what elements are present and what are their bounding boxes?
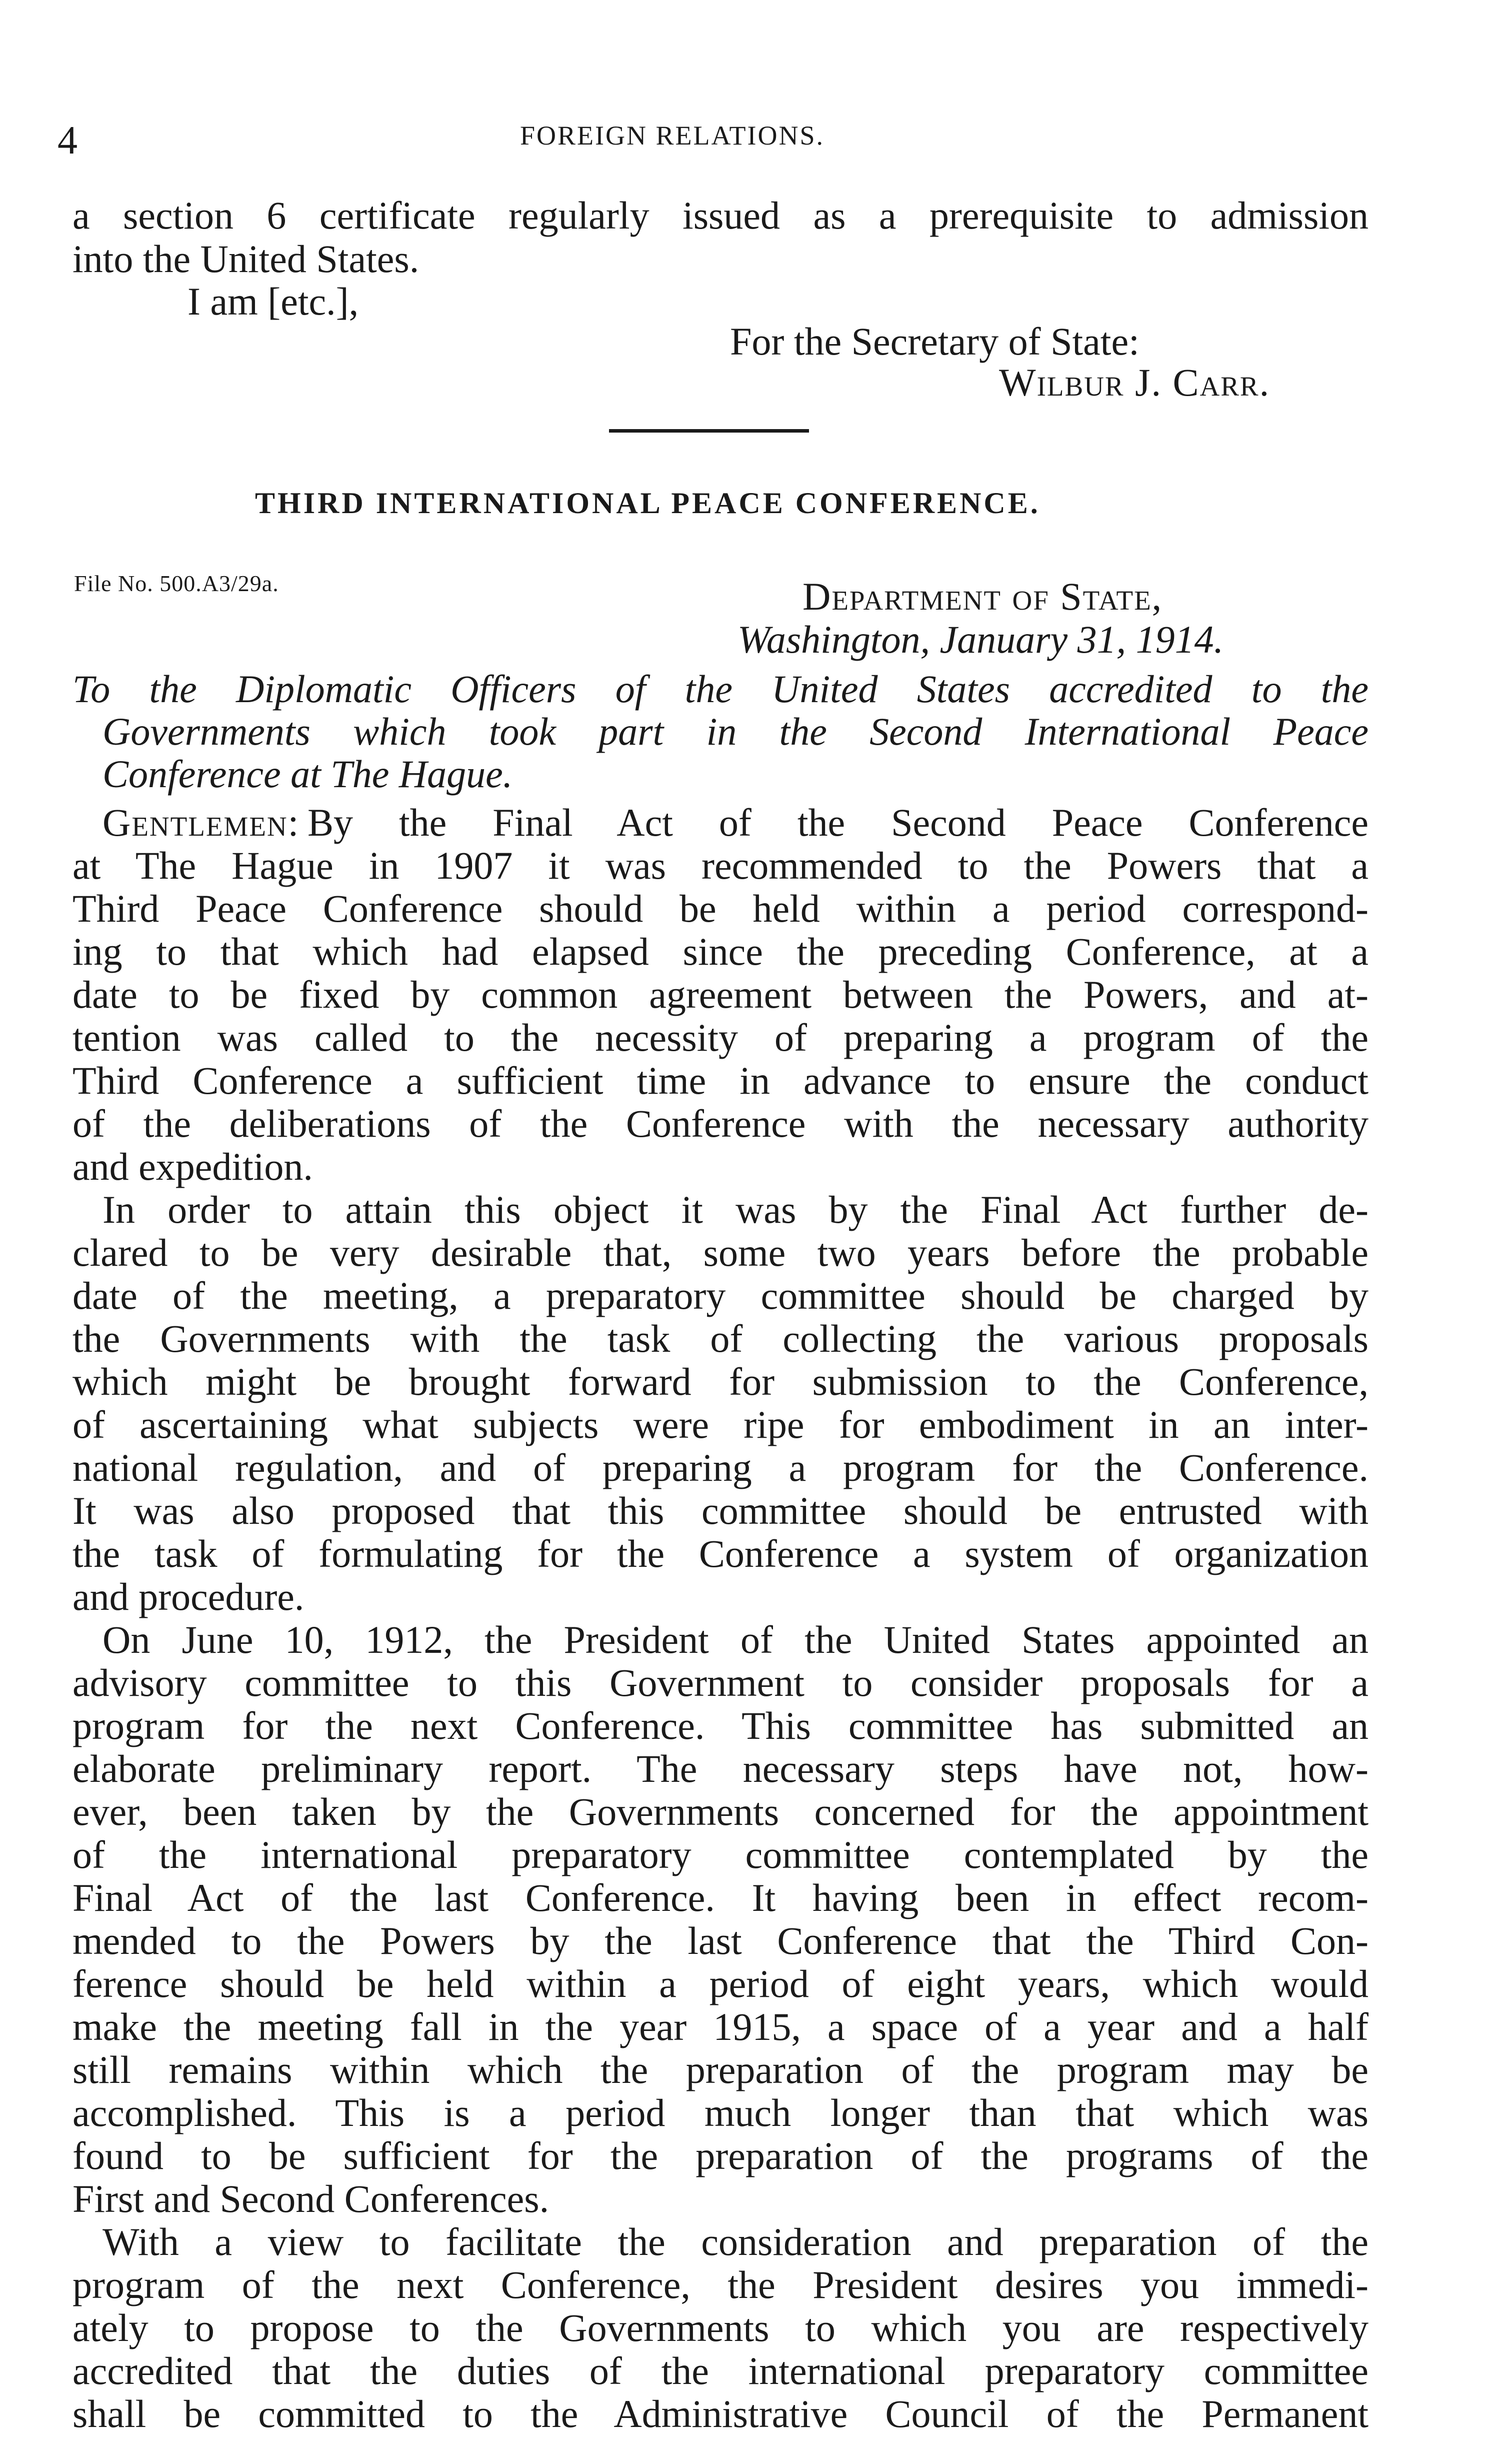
body-line: and expedition. bbox=[72, 1145, 313, 1188]
body-line: clared to be very desirable that, some two years before the probable bbox=[72, 1231, 1368, 1274]
body-line: into the United States. bbox=[72, 237, 420, 281]
body-line: mended to the Powers by the last Conference that the Third Con- bbox=[72, 1919, 1368, 1962]
body-line: With a view to facilitate the consideration and preparation of the bbox=[102, 2220, 1368, 2263]
signature-prefix: For the Secretary of State: bbox=[730, 320, 1140, 363]
body-line: found to be sufficient for the preparation of the programs of the bbox=[72, 2134, 1368, 2177]
body-line: accomplished. This is a period much longer than that which was bbox=[72, 2091, 1368, 2134]
addressee-line: Conference at The Hague. bbox=[102, 752, 513, 796]
body-line: a section 6 certificate regularly issued as a prerequisite to admission bbox=[72, 194, 1368, 237]
body-line: By the Final Act of the Second Peace Conference bbox=[308, 801, 1368, 844]
body-line: at The Hague in 1907 it was recommended to the Powers that a bbox=[72, 844, 1368, 887]
body-line: date of the meeting, a preparatory committee should be charged by bbox=[72, 1274, 1368, 1317]
body-line: elaborate preliminary report. The necessary steps have not, how- bbox=[72, 1747, 1368, 1790]
body-line: shall be committed to the Administrative Council of the Permanent bbox=[72, 2392, 1368, 2435]
body-line: of the deliberations of the Conference with the necessary authority bbox=[72, 1102, 1368, 1145]
body-line: the task of formulating for the Conference a system of organization bbox=[72, 1532, 1368, 1575]
body-line: of the international preparatory committee contemplated by the bbox=[72, 1833, 1368, 1876]
body-line: First and Second Conferences. bbox=[72, 2177, 550, 2220]
letter-closing: I am [etc.], bbox=[188, 280, 359, 323]
addressee-line: To the Diplomatic Officers of the United States accredited to the bbox=[72, 667, 1368, 711]
body-line: accredited that the duties of the international preparatory committee bbox=[72, 2349, 1368, 2392]
body-line: of ascertaining what subjects were ripe for embodiment in an inter- bbox=[72, 1403, 1368, 1446]
body-line: the Governments with the task of collecting the various proposals bbox=[72, 1317, 1368, 1360]
salutation: Gentlemen: bbox=[102, 801, 300, 844]
addressee-line: Governments which took part in the Second International Peace bbox=[102, 710, 1368, 753]
body-line: advisory committee to this Government to consider proposals for a bbox=[72, 1661, 1368, 1704]
body-line: ing to that which had elapsed since the preceding Conference, at a bbox=[72, 930, 1368, 973]
body-line: program for the next Conference. This committee has submitted an bbox=[72, 1704, 1368, 1747]
body-line: Third Peace Conference should be held within a period correspond- bbox=[72, 887, 1368, 930]
body-line: On June 10, 1912, the President of the United States appointed an bbox=[102, 1618, 1368, 1661]
body-line: In order to attain this object it was by the Final Act further de- bbox=[102, 1188, 1368, 1231]
section-heading: THIRD INTERNATIONAL PEACE CONFERENCE. bbox=[255, 487, 1040, 520]
body-line: date to be fixed by common agreement between the Powers, and at- bbox=[72, 973, 1368, 1016]
body-line: It was also proposed that this committee should be entrusted with bbox=[72, 1489, 1368, 1532]
page-number: 4 bbox=[58, 119, 78, 163]
body-line: Third Conference a sufficient time in advance to ensure the conduct bbox=[72, 1059, 1368, 1102]
body-line: and procedure. bbox=[72, 1575, 304, 1618]
body-line: Final Act of the last Conference. It having been in effect recom- bbox=[72, 1876, 1368, 1919]
section-divider bbox=[609, 429, 809, 433]
body-line: still remains within which the preparation of the program may be bbox=[72, 2048, 1368, 2091]
body-line: ference should be held within a period of eight years, which would bbox=[72, 1962, 1368, 2005]
body-line: program of the next Conference, the President desires you immedi- bbox=[72, 2263, 1368, 2306]
sender-department: Department of State, bbox=[802, 575, 1163, 618]
body-line: make the meeting fall in the year 1915, a space of a year and a half bbox=[72, 2005, 1368, 2048]
body-line: tention was called to the necessity of preparing a program of the bbox=[72, 1016, 1368, 1059]
body-line: national regulation, and of preparing a program for the Conference. bbox=[72, 1446, 1368, 1489]
signatory-name: Wilbur J. Carr. bbox=[999, 361, 1270, 404]
body-line: ever, been taken by the Governments concerned for the appointment bbox=[72, 1790, 1368, 1833]
body-line: which might be brought forward for submission to the Conference, bbox=[72, 1360, 1368, 1403]
sender-place-date: Washington, January 31, 1914. bbox=[738, 618, 1224, 661]
running-head: FOREIGN RELATIONS. bbox=[520, 121, 825, 151]
file-number: File No. 500.A3/29a. bbox=[74, 571, 279, 596]
body-line: ately to propose to the Governments to which you are respectively bbox=[72, 2306, 1368, 2349]
